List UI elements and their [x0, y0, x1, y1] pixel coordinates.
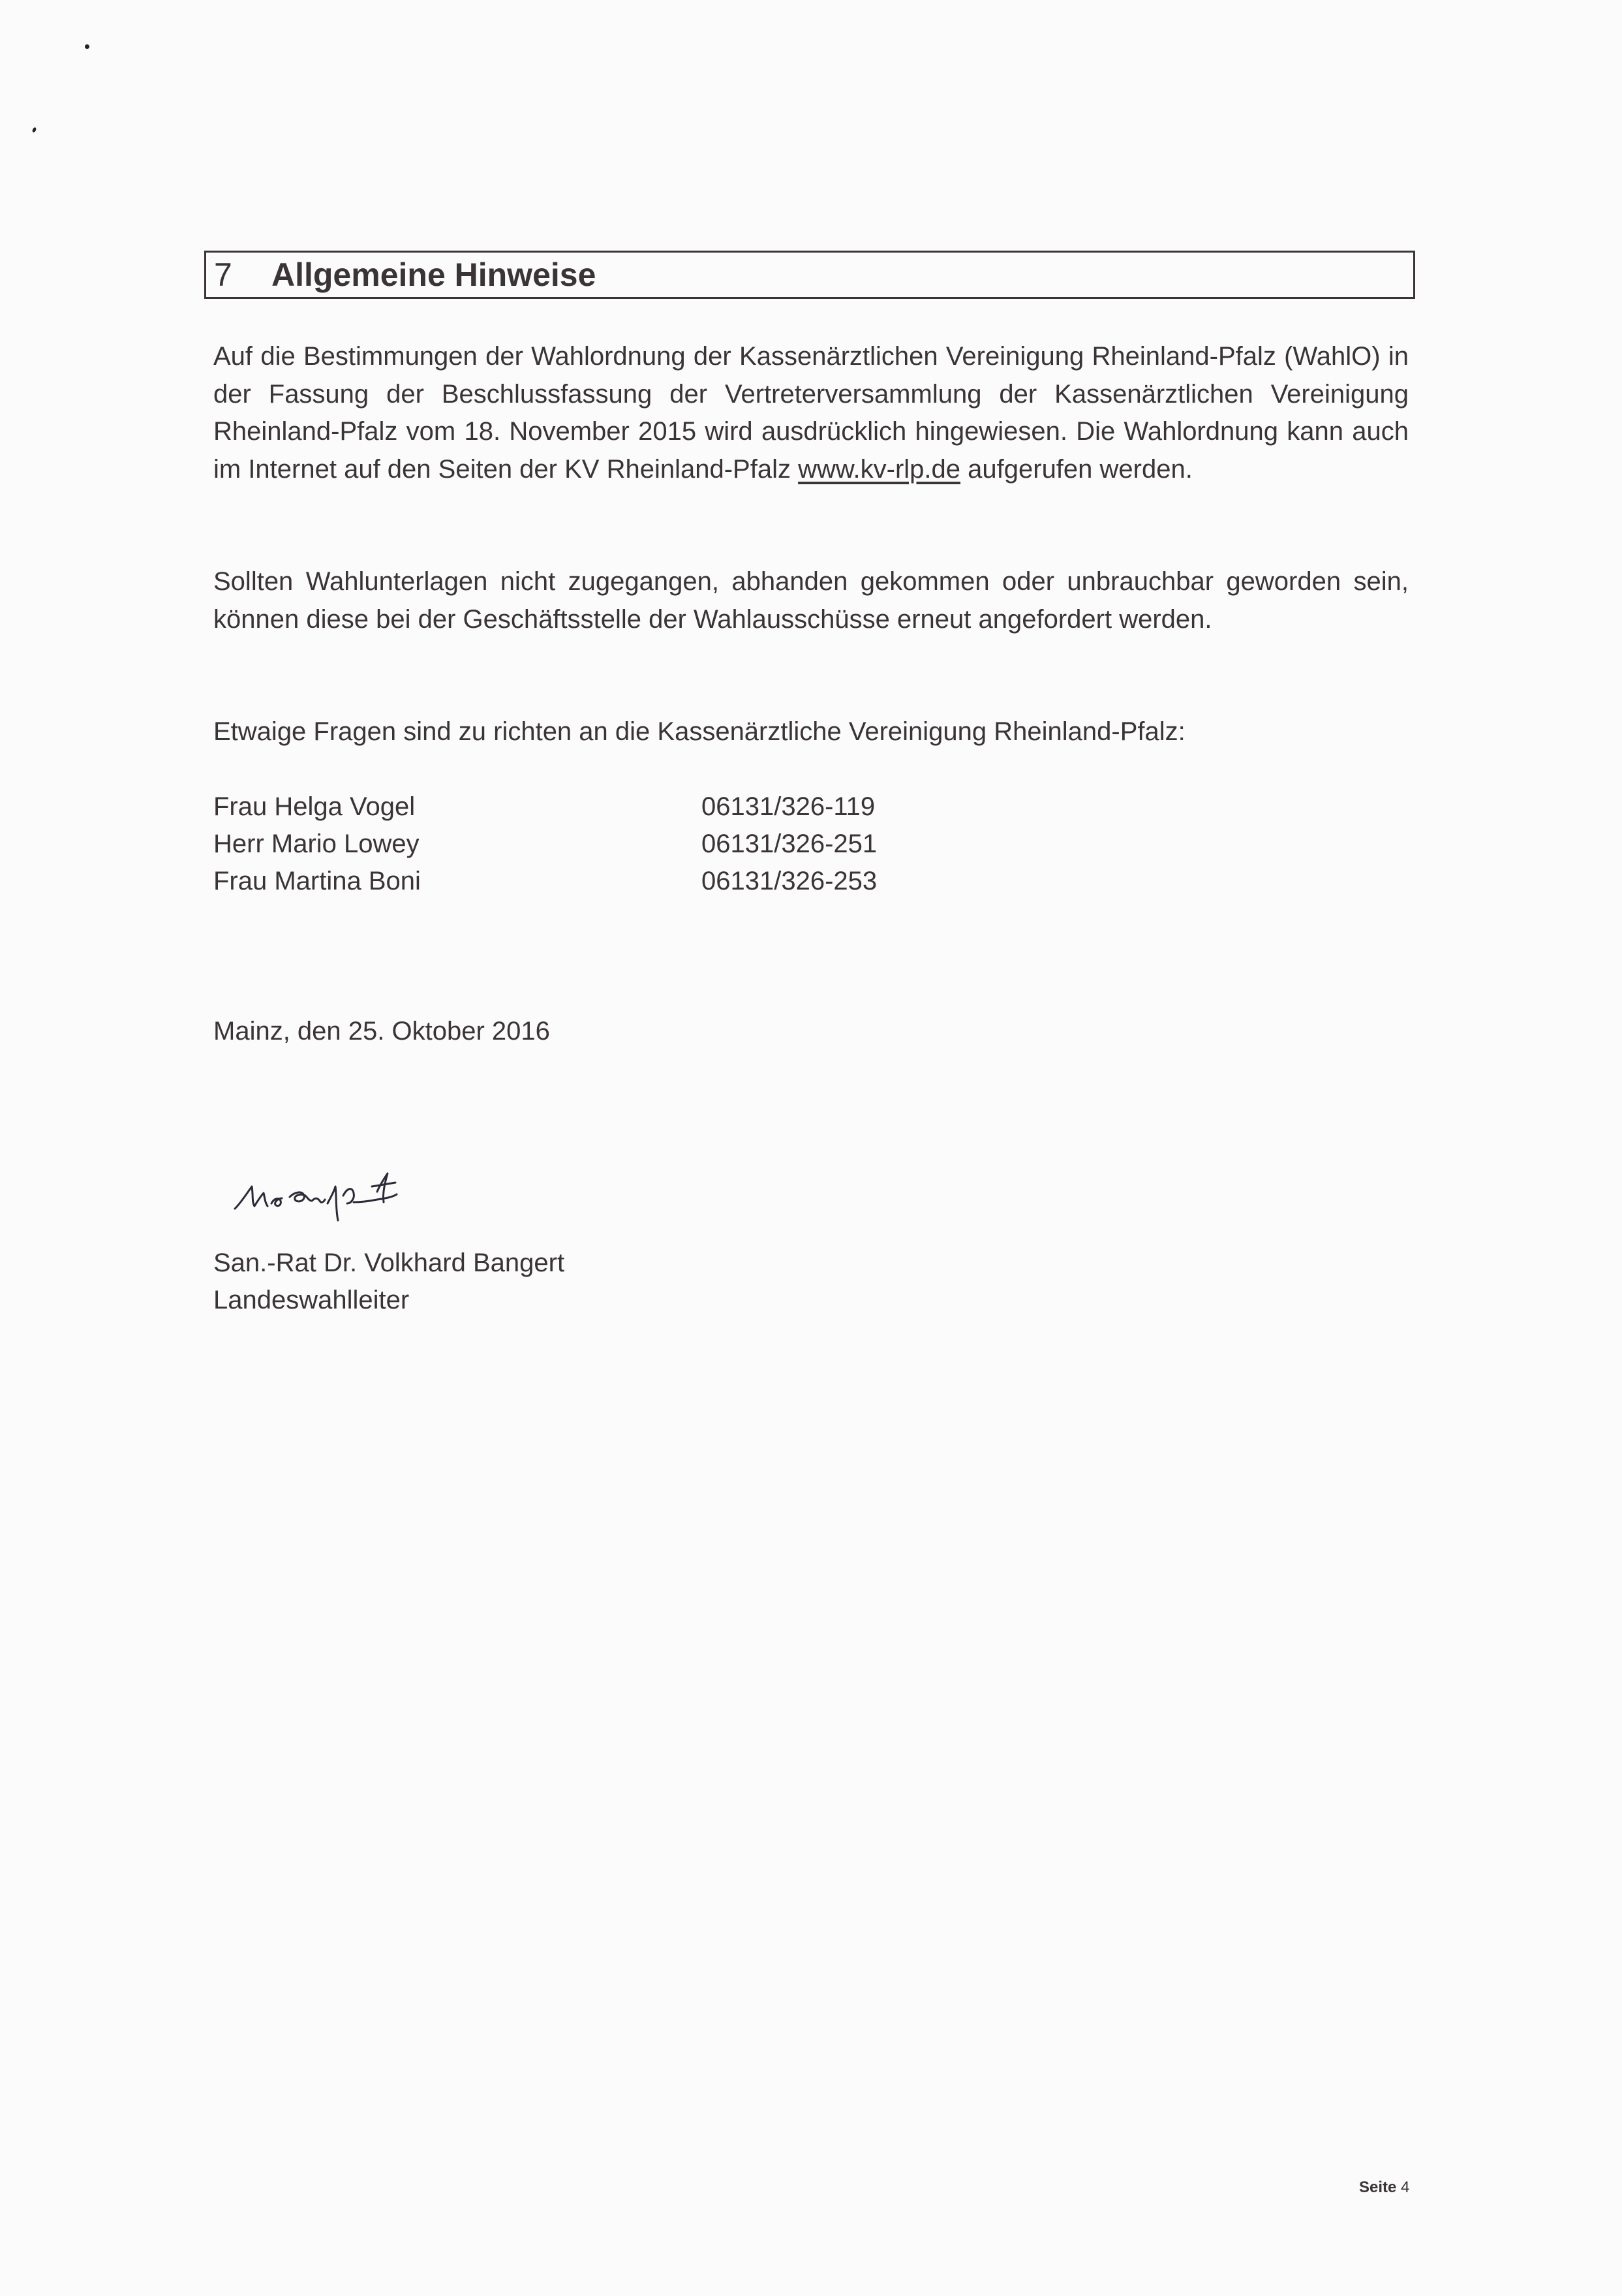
- contact-name: Frau Helga Vogel: [213, 792, 416, 821]
- kv-website-link[interactable]: www.kv-rlp.de: [798, 454, 961, 484]
- scan-speck: [32, 127, 37, 132]
- place-date: Mainz, den 25. Oktober 2016: [213, 1017, 550, 1046]
- signatory-name: San.-Rat Dr. Volkhard Bangert: [213, 1249, 565, 1277]
- section-number: 7: [214, 256, 232, 293]
- paragraph-wahlunterlagen: Sollten Wahlunterlagen nicht zugegangen, abhanden gekommen oder unbrauchbar geworden sein, können diese bei der Geschäftsstelle der Wahlausschüsse erneut angefordert werden.: [213, 567, 1409, 634]
- contact-row: [213, 826, 877, 863]
- contact-phone: 06131/326-251: [701, 830, 878, 858]
- paragraph-wahlordnung-text: Auf die Bestimmungen der Wahlordnung der Kassenärztlichen Vereinigung Rheinland-Pfalz (WahlO) in der Fassung der Beschlussfassung der Vertreterversammlung der Kassenärztlichen Vereinigung Rheinland-Pfalz vom 18. November 2015 wird ausdrücklich hingewiesen. Die Wahlordnung kann auch im Internet auf den Seiten der KV Rheinland-Pfalz: [213, 342, 1409, 484]
- handwritten-signature: [232, 1168, 435, 1240]
- page-number-value: 4: [1401, 2179, 1410, 2196]
- signatory-role: Landeswahlleiter: [213, 1286, 410, 1314]
- paragraph-wahlordnung: [213, 338, 1409, 488]
- contact-name: Herr Mario Lowey: [213, 830, 420, 858]
- paragraph-wahlordnung-tail: aufgerufen werden.: [960, 454, 1193, 484]
- section-heading: [204, 251, 1415, 299]
- contact-row: [213, 788, 875, 826]
- contact-phone: 06131/326-119: [701, 792, 876, 821]
- page-label: Seite: [1359, 2179, 1397, 2196]
- page-number: [1359, 2179, 1409, 2197]
- contact-row: [213, 863, 877, 901]
- section-title: Allgemeine Hinweise: [271, 256, 596, 293]
- contact-phone: 06131/326-253: [701, 867, 878, 895]
- paragraph-fragen: Etwaige Fragen sind zu richten an die Kassenärztliche Vereinigung Rheinland-Pfalz:: [213, 717, 1186, 746]
- scan-speck: [85, 44, 89, 49]
- contact-name: Frau Martina Boni: [213, 867, 421, 895]
